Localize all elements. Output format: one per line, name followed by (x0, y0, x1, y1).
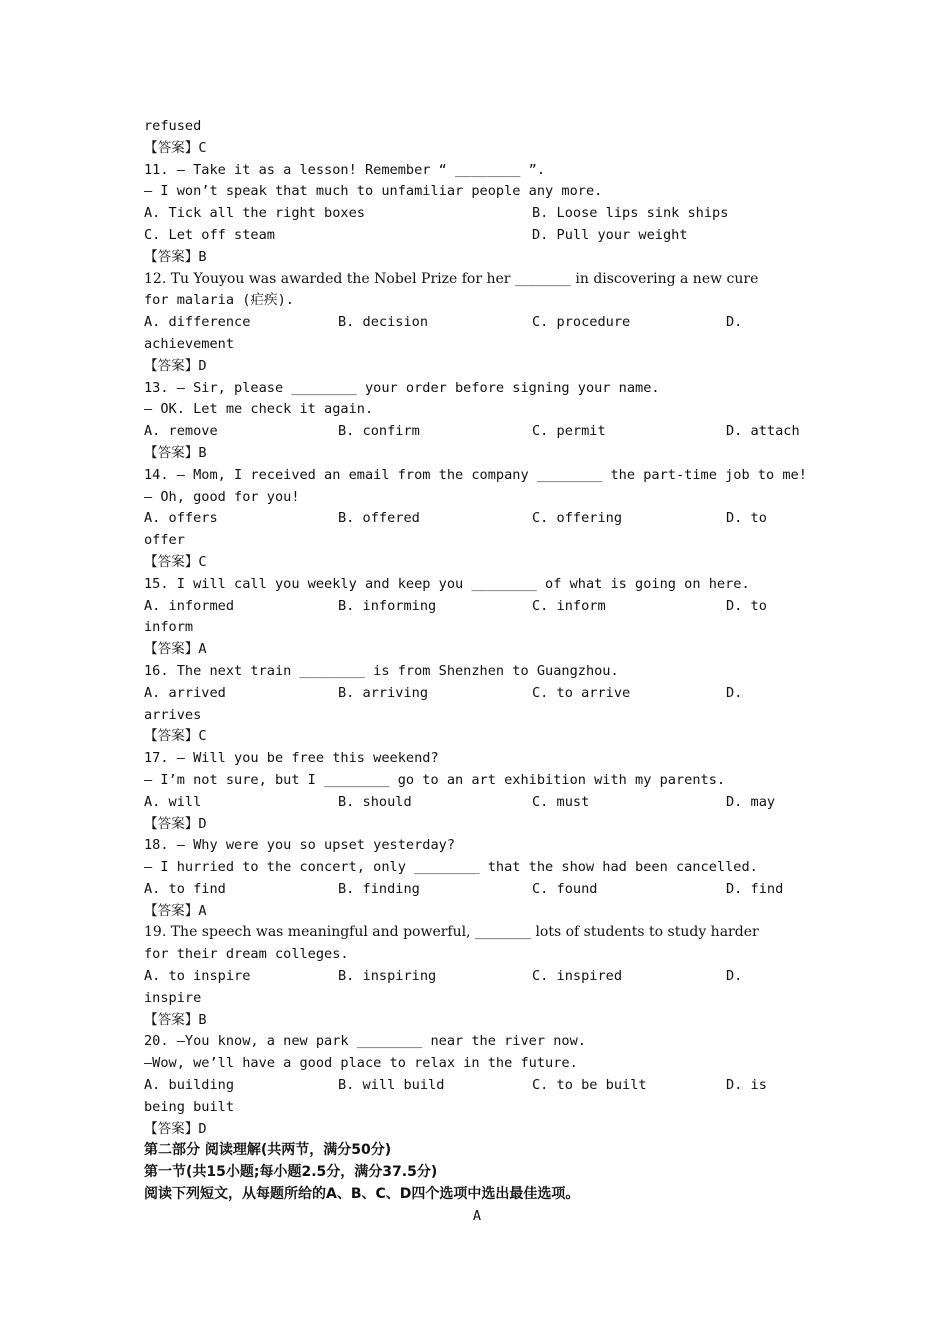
passage-label: A (472, 1207, 482, 1224)
q18-option-b: B. finding (338, 880, 420, 897)
q12-option-d: D. (726, 314, 743, 331)
q17-option-d: D. may (726, 793, 776, 810)
q20-option-d: D. is (726, 1077, 767, 1094)
q12-stem-2: for malaria (疟疾). (144, 292, 294, 309)
q16-options (144, 683, 810, 705)
q11-option-a: A. Tick all the right boxes (144, 205, 365, 222)
q14-option-b: B. offered (338, 510, 420, 527)
q16-option-b: B. arriving (338, 684, 429, 701)
q19-option-a: A. to inspire (144, 968, 251, 985)
answer-15: 【答案】A (144, 641, 207, 658)
q13-stem-2: — OK. Let me check it again. (144, 401, 374, 418)
q12-option-d-cont: achievement (144, 335, 235, 352)
q11-stem: 11. — Take it as a lesson! Remember “ ________ ”. (144, 161, 546, 178)
q20-option-d-cont: being built (144, 1098, 235, 1115)
q12-options (144, 312, 810, 334)
answer-10: 【答案】C (144, 139, 207, 156)
answer-16: 【答案】C (144, 728, 207, 745)
q11-option-c: C. Let off steam (144, 226, 275, 243)
q20-option-b: B. will build (338, 1077, 445, 1094)
q13-options (144, 421, 810, 443)
q15-stem: 15. I will call you weekly and keep you ________ of what is going on here. (144, 575, 750, 592)
q17-stem: 17. — Will you be free this weekend? (144, 750, 439, 767)
q18-option-d: D. find (726, 880, 784, 897)
q17-option-c: C. must (532, 793, 590, 810)
q15-option-b: B. informing (338, 597, 437, 614)
q18-stem-2: — I hurried to the concert, only ________ that the show had been cancelled. (144, 859, 758, 876)
q13-option-d: D. attach (726, 423, 800, 440)
q16-stem: 16. The next train ________ is from Shenzhen to Guangzhou. (144, 662, 619, 679)
q14-option-a: A. offers (144, 510, 218, 527)
q14-options (144, 508, 810, 530)
q13-option-b: B. confirm (338, 423, 420, 440)
q12-stem: 12. Tu Youyou was awarded the Nobel Prize for her ________ in discovering a new cure (144, 270, 759, 287)
q17-options (144, 792, 810, 814)
answer-14: 【答案】C (144, 553, 207, 570)
q13-option-a: A. remove (144, 423, 218, 440)
answer-11: 【答案】B (144, 248, 207, 265)
q19-stem: 19. The speech was meaningful and powerful, ________ lots of students to study harder (144, 924, 759, 941)
q13-option-c: C. permit (532, 423, 606, 440)
q16-option-a: A. arrived (144, 684, 226, 701)
q11-option-b: B. Loose lips sink ships (532, 205, 729, 222)
q18-option-c: C. found (532, 880, 598, 897)
q16-option-c: C. to arrive (532, 684, 631, 701)
answer-17: 【答案】D (144, 815, 207, 832)
continued-text: refused (144, 118, 202, 134)
q12-option-a: A. difference (144, 314, 251, 331)
q14-stem-2: — Oh, good for you! (144, 488, 300, 505)
q14-stem: 14. — Mom, I received an email from the company ________ the part-time job to me! (144, 466, 807, 483)
q11-option-d: D. Pull your weight (532, 226, 688, 243)
q14-option-c: C. offering (532, 510, 623, 527)
q15-option-d: D. to (726, 597, 767, 614)
q16-option-d-cont: arrives (144, 706, 202, 723)
q20-option-c: C. to be built (532, 1077, 647, 1094)
q17-option-b: B. should (338, 793, 412, 810)
q16-option-d: D. (726, 684, 743, 701)
q15-option-d-cont: inform (144, 619, 194, 636)
q15-option-c: C. inform (532, 597, 606, 614)
q20-options (144, 1075, 810, 1097)
q12-option-c: C. procedure (532, 314, 631, 331)
worksheet-page (144, 116, 810, 1228)
q19-option-d-cont: inspire (144, 989, 202, 1006)
answer-19: 【答案】B (144, 1011, 207, 1028)
q17-stem-2: — I’m not sure, but I ________ go to an art exhibition with my parents. (144, 771, 726, 788)
answer-12: 【答案】D (144, 357, 207, 374)
answer-20: 【答案】D (144, 1120, 207, 1137)
section-1-heading: 第一节(共15小题;每小题2.5分，满分37.5分) (144, 1164, 438, 1181)
q11-options-row-1 (144, 203, 810, 225)
q20-stem-2: —Wow, we’ll have a good place to relax in the future. (144, 1055, 578, 1072)
reading-instructions: 阅读下列短文，从每题所给的A、B、C、D四个选项中选出最佳选项。 (144, 1186, 580, 1203)
q19-option-b: B. inspiring (338, 968, 437, 985)
q11-options-row-2 (144, 225, 810, 247)
q15-option-a: A. informed (144, 597, 235, 614)
q18-option-a: A. to find (144, 880, 226, 897)
q14-option-d-cont: offer (144, 532, 185, 549)
answer-13: 【答案】B (144, 444, 207, 461)
q20-stem: 20. —You know, a new park ________ near the river now. (144, 1033, 586, 1050)
q19-options (144, 966, 810, 988)
q12-option-b: B. decision (338, 314, 429, 331)
q13-stem: 13. — Sir, please ________ your order before signing your name. (144, 379, 660, 396)
q18-options (144, 879, 810, 901)
answer-18: 【答案】A (144, 902, 207, 919)
q17-option-a: A. will (144, 793, 202, 810)
q19-option-c: C. inspired (532, 968, 623, 985)
part-2-heading: 第二部分 阅读理解(共两节，满分50分) (144, 1142, 392, 1159)
q19-stem-2: for their dream colleges. (144, 946, 349, 963)
q14-option-d: D. to (726, 510, 767, 527)
q15-options (144, 596, 810, 618)
q18-stem: 18. — Why were you so upset yesterday? (144, 837, 455, 854)
q20-option-a: A. building (144, 1077, 235, 1094)
q19-option-d: D. (726, 968, 743, 985)
q11-stem-2: — I won’t speak that much to unfamiliar people any more. (144, 183, 603, 200)
